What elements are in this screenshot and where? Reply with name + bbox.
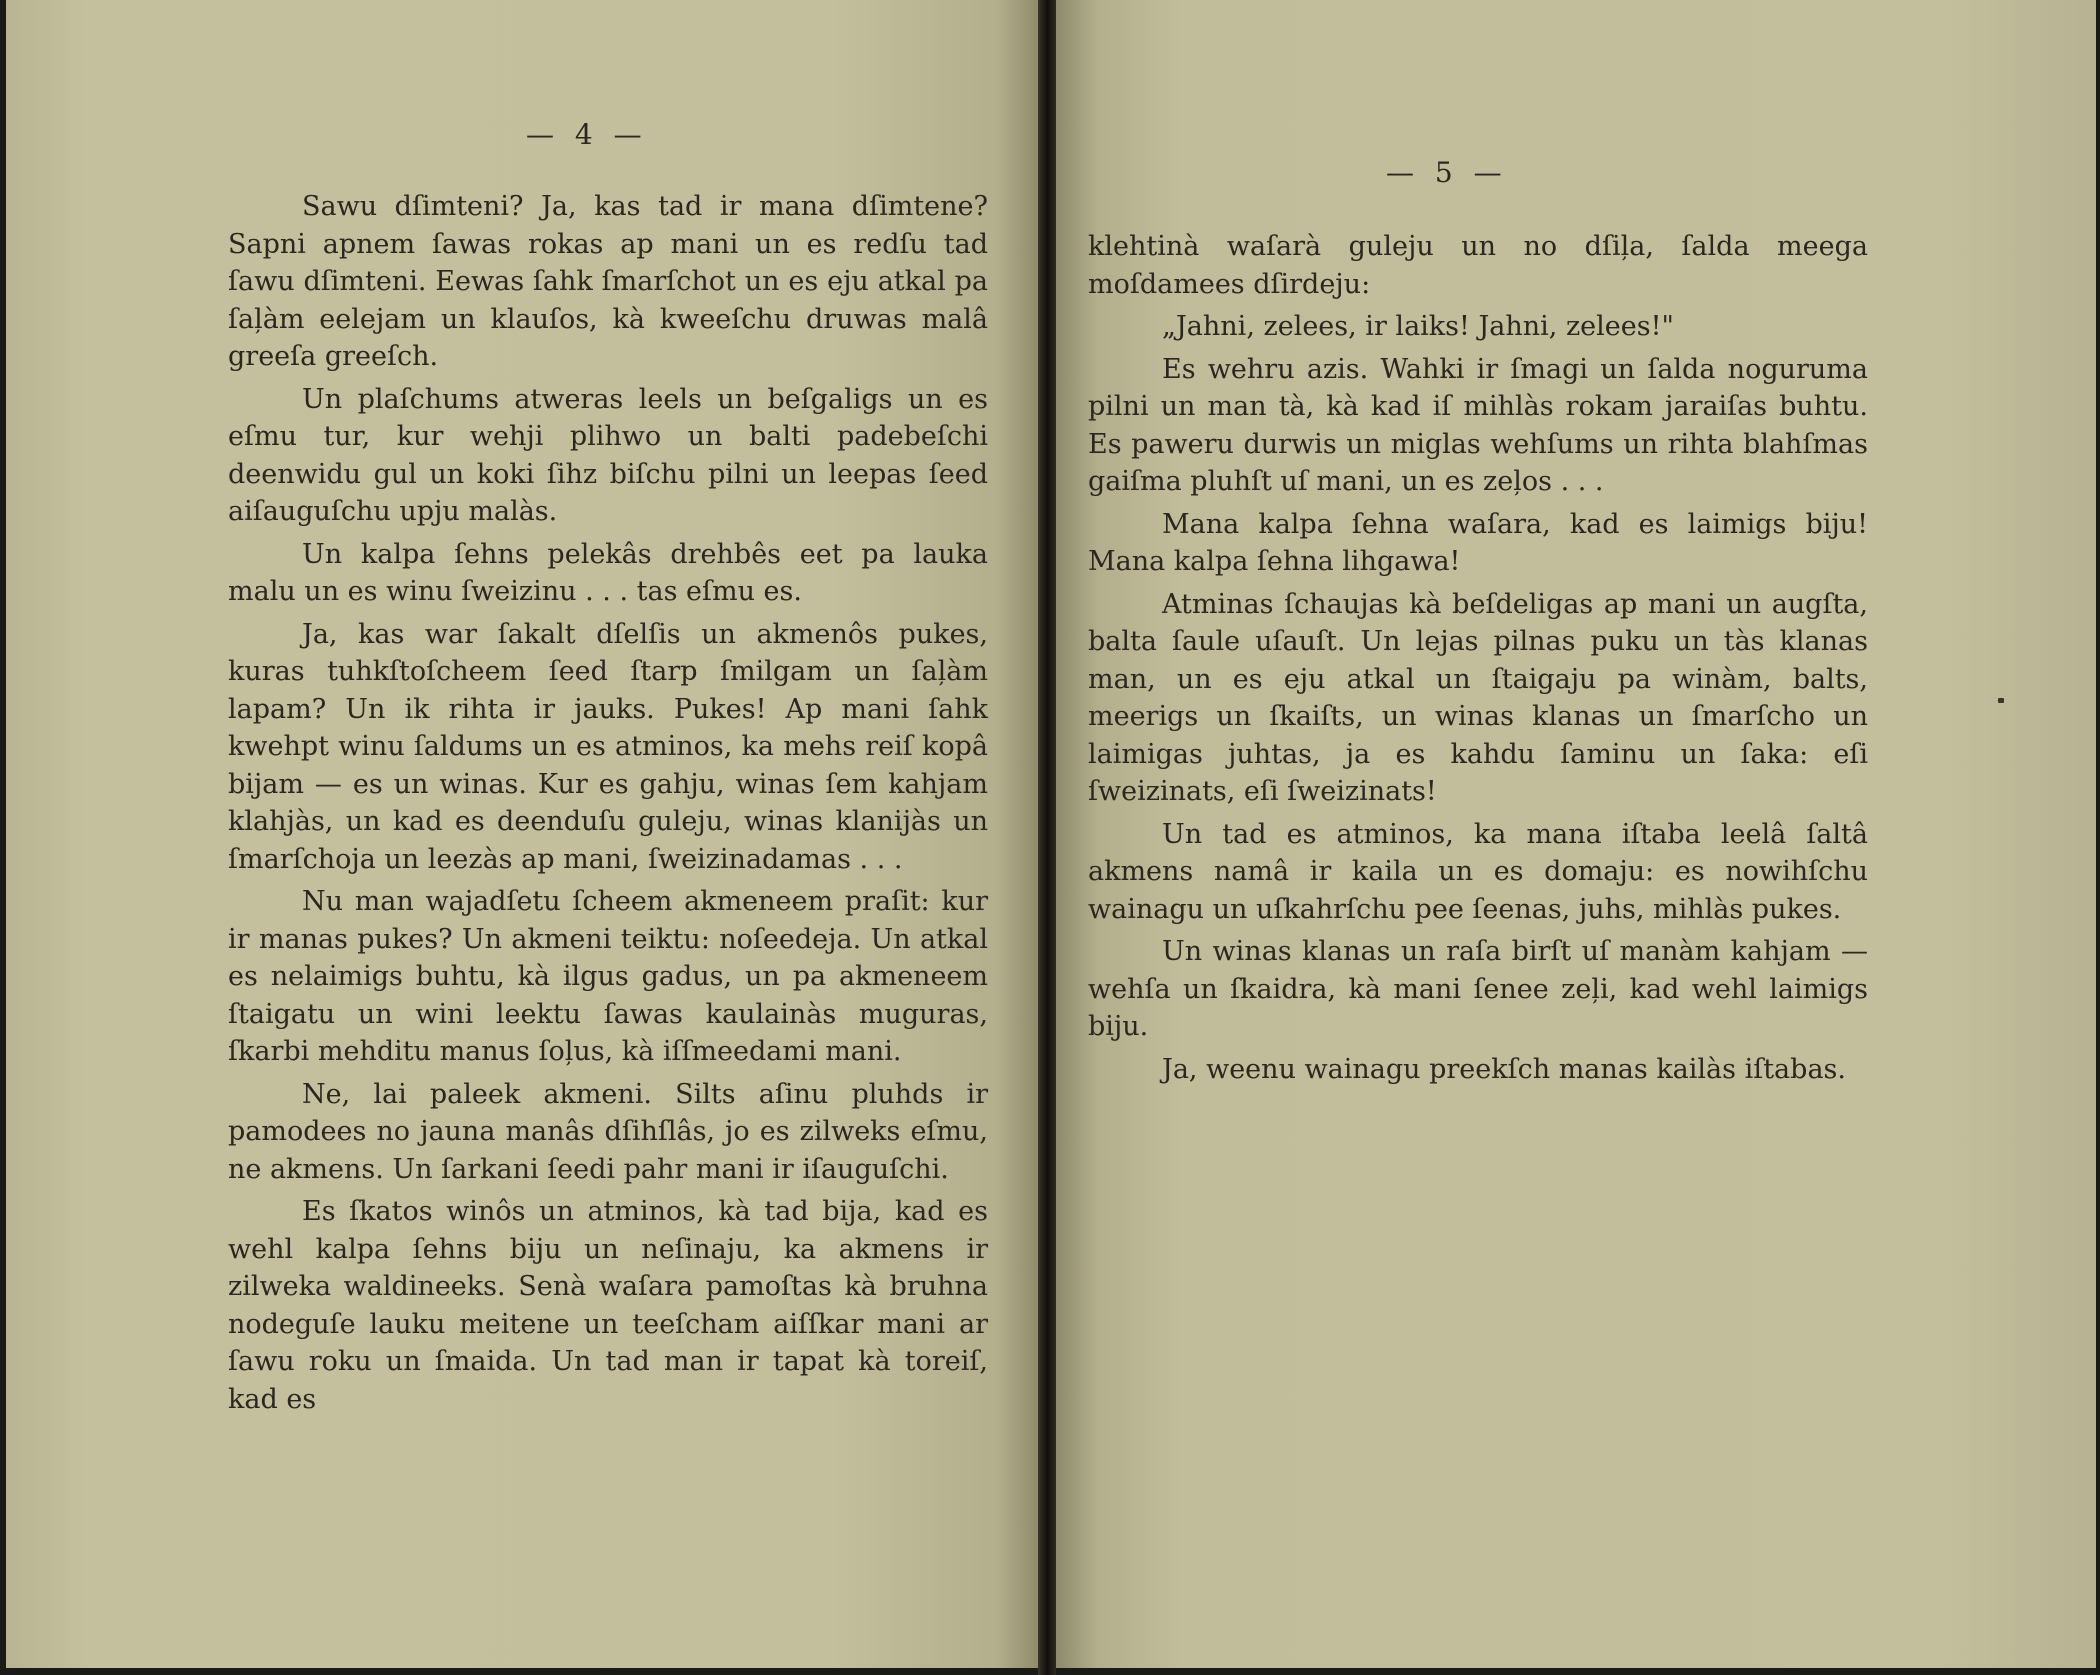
- paragraph: Es ſkatos winôs un atminos, kà tad bija, kad es wehl kalpa ſehns biju un neſinaju, ka akmens ir zilweka waldineeks. Senà waſara pamoſtas kà bruhna nodeguſe lauku meitene un teeſcham aiſſkar mani ar ſawu roku un ſmaida. Un tad man ir tapat kà toreiſ, kad es: [228, 1196, 988, 1415]
- paragraph: Atminas ſchaujas kà beſdeligas ap mani un augſta, balta ſaule uſauſt. Un lejas pilnas puku un tàs klanas man, un es eju atkal un ſtaigaju pa winàm, balts, meerigs un ſkaiſts, un winas klanas un ſmarſcho un laimigas juhtas, ja es kahdu ſaminu un ſaka: eſi ſweizinats, eſi ſweizinats!: [1088, 588, 1868, 807]
- paragraph: Sawu dſimteni? Ja, kas tad ir mana dſimtene? Sapni apnem ſawas rokas ap mani un es redſu tad ſawu dſimteni. Eewas ſahk ſmarſchot un es eju atkal pa ſaļàm eelejam un klauſos, kà kweeſchu druwas malâ greeſa greeſch.: [228, 191, 988, 372]
- paragraph: Ne, lai paleek akmeni. Silts aſinu pluhds ir pamodees no jauna manâs dſihſlâs, jo es zilweks eſmu, ne akmens. Un ſarkani ſeedi pahr mani ir iſauguſchi.: [228, 1078, 988, 1185]
- page-number: — 5 —: [1386, 156, 1508, 189]
- right-page: [1056, 0, 2096, 1668]
- paragraph: Un tad es atminos, ka mana iſtaba leelâ ſaltâ akmens namâ ir kaila un es domaju: es nowihſchu wainagu un uſkahrſchu pee ſeenas, juhs, mihlàs pukes.: [1088, 818, 1868, 925]
- paragraph: Un winas klanas un raſa birſt uſ manàm kahjam — wehſa un ſkaidra, kà mani ſenee zeļi, kad wehl laimigs biju.: [1088, 936, 1868, 1042]
- paragraph: Nu man wajadſetu ſcheem akmeneem praſit: kur ir manas pukes? Un akmeni teiktu: noſeedeja. Un atkal es nelaimigs buhtu, kà ilgus gadus, un pa akmeneem ſtaigatu un wini leektu ſawas kaulainàs muguras, ſkarbi mehditu manus ſoļus, kà iſſmeedami mani.: [228, 886, 988, 1067]
- paragraph: Un plaſchums atweras leels un beſgaligs un es eſmu tur, kur wehji plihwo un balti padebeſchi deenwidu gul un koki ſihz biſchu pilni un leepas ſeed aiſauguſchu upju malàs.: [228, 383, 988, 527]
- left-page: [6, 0, 1038, 1668]
- paragraph: Un kalpa ſehns pelekâs drehbês eet pa lauka malu un es winu ſweizinu . . . tas eſmu es.: [228, 538, 988, 607]
- paragraph: Mana kalpa ſehna waſara, kad es laimigs biju! Mana kalpa ſehna lihgawa!: [1088, 508, 1868, 577]
- paper-spot: [1998, 698, 2004, 703]
- paragraph: Ja, weenu wainagu preekſch manas kailàs iſtabas.: [1162, 1053, 1846, 1085]
- paragraph: klehtinà waſarà guleju un no dſiļa, ſalda meega moſdamees dſirdeju:: [1088, 231, 1868, 300]
- paragraph: Ja, kas war ſakalt dſelſis un akmenôs pukes, kuras tuhkſtoſcheem ſeed ſtarp ſmilgam un ſaļàm lapam? Un ik rihta ir jauks. Pukes! Ap mani ſahk kwehpt winu ſaldums un es atminos, ka mehs reiſ kopâ bijam — es un winas. Kur es gahju, winas ſem kahjam klahjàs, un kad es deenduſu guleju, winas klanijàs un ſmarſchoja un leezàs ap mani, ſweizinadamas . . .: [228, 618, 988, 875]
- paragraph: Es wehru azis. Wahki ir ſmagi un ſalda noguruma pilni un man tà, kà kad iſ mihlàs rokam jaraiſas buhtu. Es paweru durwis un miglas wehſums un rihta blahſmas gaiſma pluhſt uſ mani, un es zeļos . . .: [1088, 353, 1868, 497]
- page-text: [1088, 228, 1868, 1093]
- page-text: [228, 188, 988, 1423]
- paragraph: „Jahni, zelees, ir laiks! Jahni, zelees!": [1162, 311, 1674, 342]
- book-spine: [1038, 0, 1056, 1675]
- page-number: — 4 —: [526, 118, 648, 151]
